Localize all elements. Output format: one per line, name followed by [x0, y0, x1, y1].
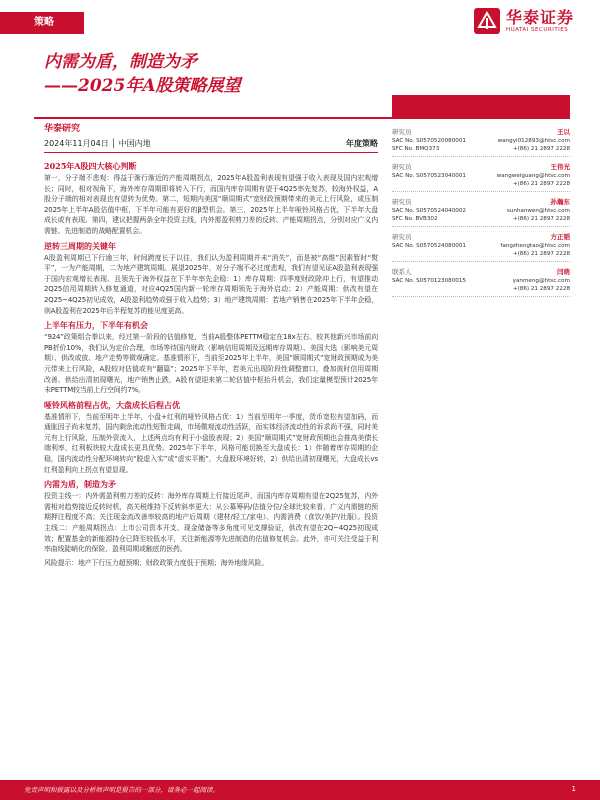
title-line-2: ——2025年A股策略展望 [44, 76, 241, 96]
analyst-name: 王以 [557, 128, 570, 136]
section-heading: 2025年A股四大核心判断 [44, 161, 137, 171]
research-label: 华泰研究 [44, 124, 81, 134]
analyst-sac: SAC No. S0570524080001 [392, 243, 466, 249]
analyst-card [392, 194, 570, 227]
sidebar-header-bar [392, 95, 570, 117]
analyst-card [392, 159, 570, 192]
section [44, 478, 378, 555]
analyst-name: 闫萌 [557, 268, 570, 276]
risk-warning [44, 558, 378, 569]
analyst-card [392, 124, 570, 157]
analyst-role: 研究员 [392, 163, 412, 171]
section-body: 基准情形下，当前至明年上半年，小盘+红利的哑铃风格占优：1）当前至明年一季度，货币宽松有望加码，而通胀因子尚未复苏，国内剩余流动性短暂走阔，市场微观流动性活跃，而实体经济流动性的诉求尚不强，同时美元有上行风险，压制外资流入，上述两点均有利于小盘股表现；2）美国“顺周期式”宽财政预期也会推高美债长端利率，红利板块较大盘成长更具优势。2025年下半年，风格可能切换至大盘成长：1）伴随着库存周期的企稳，国内流动性分配环境转向“脱虚入实”或“虚实平衡”，大盘股环境好转，2）供给出清初现曙光，大盘成长vs红利盈利向上拐点有望显现。 [44, 412, 378, 474]
analyst-sidebar [392, 124, 570, 299]
logo-chinese-name: 华泰证券 [505, 8, 574, 27]
analyst-phone: +(86) 21 2897 2228 [512, 216, 570, 222]
title-divider [34, 117, 570, 119]
analyst-phone: +(86) 21 2897 2228 [512, 146, 570, 152]
analyst-name: 王伟光 [550, 163, 570, 171]
company-logo [474, 8, 574, 34]
footer-disclaimer: 免责声明和披露以及分析师声明是报告的一部分，请务必一起阅读。 [24, 786, 219, 794]
title-line-1: 内需为盾，制造为矛 [44, 52, 197, 72]
huatai-logo-icon [474, 8, 500, 34]
section-body: “924”政策组合拳以来，经过第一阶段的估值修复，当前A股整体PETTM稳定在18x左右、较其他新兴市场前向PB折价10%，我们认为定价合理，市场等待国内财政（影响信用周期及远期库存周期）、美国大选（影响美元周期）、供改或放、地产走势等微观确定。基准情形下，当前至2025年上半年，美国“顺周期式”宽财政预期或为美元带来上行风险，A股较对估值或有“翻篇”；2025年下半年，若美元出现阶段性调整窗口，叠加彼时信用周期改善、供给出清初现曙光，地产销售止跌，A股有望迎来第二轮估值中枢抬升机会，我们定量模型预计2025年末PETTM较当前上行空间约7%。 [44, 333, 378, 395]
page-number: 1 [571, 785, 576, 793]
analyst-role: 联系人 [392, 268, 412, 276]
section [44, 240, 378, 317]
report-date: 2024年11月04日 │ 中国内地 [44, 139, 151, 148]
analyst-sac: SAC No. S0570523040001 [392, 173, 466, 179]
section [44, 160, 378, 237]
report-type: 年度策略 [346, 139, 378, 148]
report-category-tag: 策略 [0, 12, 84, 34]
analyst-role: 研究员 [392, 233, 412, 241]
section-body: A股盈利周期已下行逾三年，时间跨度长于以往，我们认为盈利周期并未“消失”，而是被“高维”因素暂时“熨平”，一为产能周期，二为地产建筑周期。展望2025年，对分子端不必过度悲观，我们有望见证A股盈利表现强于国内宏观增长表现、且领先于海外权益在下半年率先企稳：1）库存周期：四季度财政除冲上行，有望推动2Q25信用周期转入修复通道，对应4Q25国内新一轮库存周期领先于海外启动；2）产能周期：供改有望在2Q25~4Q25初见成效，A股盈利趋势或强于收入趋势；3）地产建筑周期：若地产销售在2025年下半年企稳，则A股盈利在2025年后半程复苏的能见度更高。 [44, 253, 378, 315]
analyst-sfc: SFC No. BMQ373 [392, 146, 440, 152]
analyst-role: 研究员 [392, 128, 412, 136]
section-heading: 哑铃风格前程占优，大盘成长后程占优 [44, 399, 180, 410]
analyst-role: 研究员 [392, 198, 412, 206]
main-content [44, 160, 378, 571]
analyst-card [392, 264, 570, 297]
analyst-sac: SAC No. S0570524040002 [392, 208, 466, 214]
analyst-sac: SAC No. S0570520080001 [392, 138, 466, 144]
analyst-phone: +(86) 21 2897 2228 [512, 251, 570, 257]
section-heading: 内需为盾，制造为矛 [44, 479, 116, 490]
section [44, 399, 378, 476]
analyst-email[interactable]: yanmeng@htsc.com [512, 278, 570, 284]
analyst-email[interactable]: wangyi012893@htsc.com [497, 138, 570, 144]
analyst-card [392, 229, 570, 262]
analyst-email[interactable]: wangweiguang@htsc.com [496, 173, 570, 179]
analyst-sac: SAC No. S0570123080015 [392, 278, 466, 284]
analyst-name: 孙瀚东 [550, 198, 570, 206]
analyst-sfc: SFC No. BVB302 [392, 216, 438, 222]
risk-warning-text: 风险提示：地产下行压力超预期；财政政策力度低于预期；海外地缘风险。 [44, 558, 269, 567]
analyst-email[interactable]: fangzhengtao@htsc.com [500, 243, 570, 249]
analyst-phone: +(86) 21 2897 2228 [512, 286, 570, 292]
section-heading: 逆转三周期的关键年 [44, 240, 116, 251]
analyst-phone: +(86) 21 2897 2228 [512, 181, 570, 187]
section-heading: 上半年有压力，下半年有机会 [44, 320, 148, 331]
date-divider [44, 152, 378, 153]
section-body: 投资主线一：内外需盈利剪刀差的反转：海外库存周期上行接近尾声，而国内库存周期有望在2Q25复苏，内外需相对趋势接近反转时机，高关税维持下反转斜率更大：从公募筹码/估值分位/全球比较来看，广义内需链的预期押注程度不高；关注现金流改善率较高的地产后周期（建材/轻工/家电）、内需消费（食饮/美护/社服）。投资主线二：产能周期拐点：上市公司资本开支、现金储备等多角度可见支撑验证，供改有望在2Q~4Q25初现成效；配置基金的新能源持仓已降至较低水平，关注新能源等先进制造的估值修复机会。此外，亦可关注受益于利率曲线陡峭化的保险、盈利周期或触底的医药。 [44, 492, 378, 554]
report-title [44, 50, 241, 98]
section-body: 第一，分子端不悲观：得益于渐行渐近的产能周期拐点，2025年A股盈利表现有望强于收入表现及国内宏观增长；同时，相对视角下，海外库存周期即将转入下行，而国内库存周期有望于4Q25率先复苏，较海外权益，A股分子端的相对表现也有望转为优势。第二，短期内美国“顺周期式”宽财政预期带来的美元上行风险，或压制2025年上半年A股估值中枢，下半年可能有更好的β型机会。第三，2025年上半年哑铃风格占优，下半年大盘成长或有表现。第四，建议把握两条全年投资主线，内外需盈利剪刀差的反转、产能周期拐点，分别对应广义内需链、先进制造的战略配置机会。 [44, 174, 378, 235]
section [44, 319, 378, 396]
date-line [44, 138, 378, 149]
analyst-name: 方正韬 [550, 233, 570, 241]
logo-english-name: HUATAI SECURITIES [505, 27, 569, 33]
analyst-email[interactable]: sunhanwen@htsc.com [506, 208, 570, 214]
